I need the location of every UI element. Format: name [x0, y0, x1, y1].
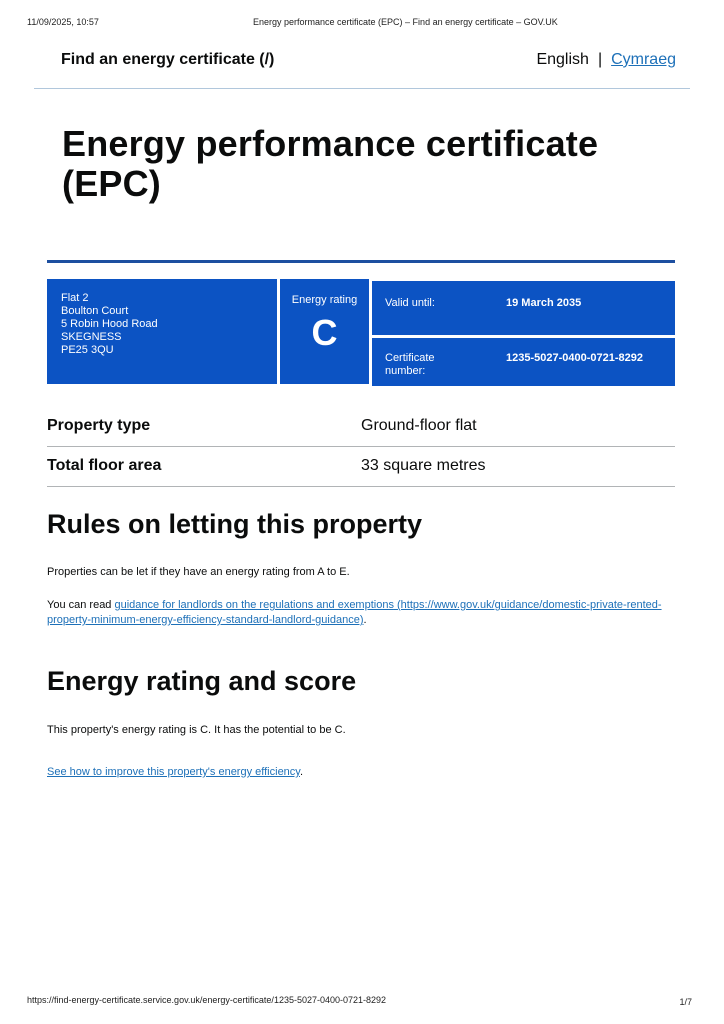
summary-key: Total floor area: [47, 457, 162, 474]
address-line: PE25 3QU: [61, 344, 114, 356]
rating-letter: C: [311, 312, 338, 353]
epc-divider: [47, 260, 675, 263]
service-name-link[interactable]: Find an energy certificate (/): [61, 51, 275, 68]
letting-heading: Rules on letting this property: [47, 509, 423, 539]
landlord-guidance-link[interactable]: guidance for landlords on the regulations and exemptions (https://www.gov.uk/guidance/domestic-private-rented-property-minimum-energy-efficiency-standard-landlord-guidance): [47, 599, 662, 626]
language-switcher: [536, 51, 676, 69]
page-title: Energy performance certificate (EPC): [62, 123, 599, 204]
rating-label: Energy rating: [291, 294, 358, 306]
epc-rating-box: [280, 279, 369, 384]
print-doc-title: Energy performance certificate (EPC) – Find an energy certificate – GOV.UK: [253, 17, 558, 27]
certificate-number-label: Certificate number:: [385, 352, 435, 377]
epc-address-box: [47, 279, 277, 384]
improve-suffix: .: [299, 766, 304, 778]
address-line: Boulton Court: [61, 305, 129, 317]
lang-cymraeg-link[interactable]: Cymraeg: [611, 51, 676, 68]
epc-valid-box: [372, 281, 675, 335]
summary-key: Property type: [47, 417, 151, 434]
summary-value: 33 square metres: [361, 457, 486, 474]
improve-efficiency-link[interactable]: See how to improve this property's energy efficiency: [47, 766, 300, 778]
energy-heading: Energy rating and score: [47, 666, 357, 696]
print-url: https://find-energy-certificate.service.gov.uk/energy-certificate/1235-5027-0400-0721-8292: [27, 995, 387, 1005]
landlord-guidance-paragraph: [47, 598, 667, 628]
lang-separator: |: [597, 51, 603, 68]
epc-certificate-box: [372, 338, 675, 386]
address-line: 5 Robin Hood Road: [61, 318, 158, 330]
valid-until-label: Valid until:: [385, 297, 435, 309]
summary-row-property-type: [47, 408, 675, 447]
improve-efficiency-paragraph: [47, 765, 667, 780]
certificate-number-value: 1235-5027-0400-0721-8292: [506, 352, 644, 364]
letting-paragraph: Properties can be let if they have an energy rating from A to E.: [47, 566, 350, 578]
address-line: SKEGNESS: [61, 331, 122, 343]
print-page-number: 1/7: [679, 997, 692, 1007]
address-line: Flat 2: [61, 292, 89, 304]
address-lines: [61, 292, 158, 357]
guidance-suffix: .: [363, 614, 367, 626]
guidance-prefix: You can read: [47, 599, 115, 611]
valid-until-value: 19 March 2035: [506, 297, 582, 309]
site-header: [34, 50, 690, 89]
summary-row-floor-area: [47, 448, 675, 487]
lang-english: English: [536, 51, 589, 68]
summary-value: Ground-floor flat: [361, 417, 477, 434]
energy-rating-paragraph: This property's energy rating is C. It has the potential to be C.: [47, 724, 346, 736]
print-datetime: 11/09/2025, 10:57: [27, 17, 99, 27]
